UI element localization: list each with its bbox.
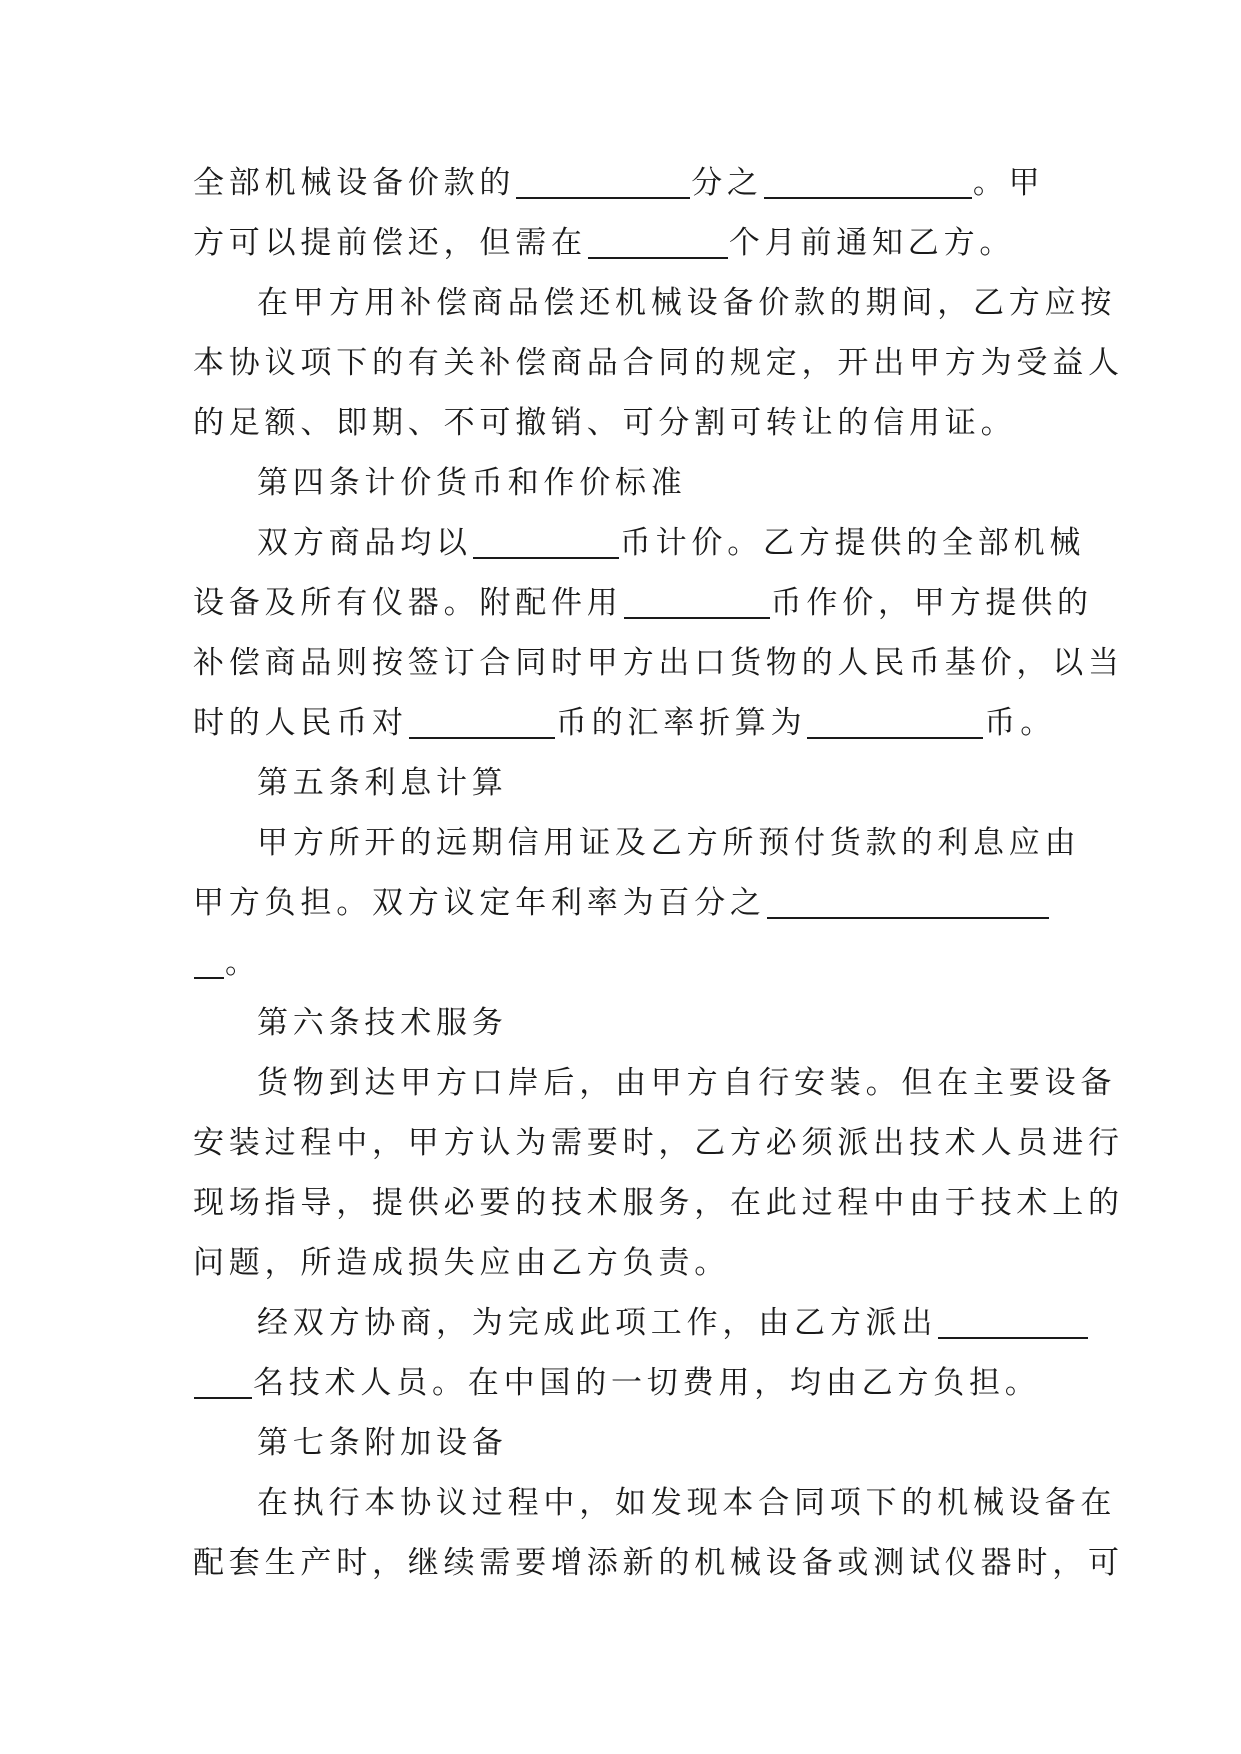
fill-in-blank[interactable] [409, 737, 555, 739]
text-segment: 币计价。乙方提供的全部机械 [619, 525, 1086, 561]
paragraph-first-line: 在甲方用补偿商品偿还机械设备价款的期间，乙方应按 [257, 285, 1117, 321]
text-segment: 名技术人员。在中国的一切费用，均由乙方负担。 [253, 1365, 1041, 1401]
text-segment: 方可以提前偿还，但需在 [193, 225, 587, 261]
text-segment: 双方商品均以 [257, 525, 472, 561]
fill-in-blank[interactable] [938, 1337, 1088, 1339]
text-segment: 币的汇率折算为 [555, 705, 807, 741]
text-line [193, 873, 1063, 933]
fill-in-blank[interactable] [516, 197, 690, 199]
text-segment: 设备及所有仪器。附配件用 [193, 585, 623, 621]
fill-in-blank[interactable] [624, 617, 770, 619]
text-line-1 [193, 153, 1063, 213]
text-segment: 。甲 [972, 165, 1045, 201]
text-line [193, 933, 1063, 993]
fill-in-blank[interactable] [194, 977, 224, 979]
paragraph-first-line: 在执行本协议过程中，如发现本合同项下的机械设备在 [257, 1485, 1117, 1521]
article-heading-7: 第七条附加设备 [257, 1425, 508, 1461]
paragraph-first-line [257, 513, 1127, 573]
paragraph-first-line: 甲方所开的远期信用证及乙方所预付货款的利息应由 [257, 825, 1081, 861]
text-line: 配套生产时，继续需要增添新的机械设备或测试仪器时，可 [193, 1545, 1124, 1581]
text-line-2 [193, 213, 1063, 273]
text-line: 现场指导，提供必要的技术服务，在此过程中由于技术上的 [193, 1185, 1124, 1221]
text-segment: 个月前通知乙方。 [728, 225, 1016, 261]
text-line: 问题，所造成损失应由乙方负责。 [193, 1245, 730, 1281]
fill-in-blank[interactable] [473, 557, 619, 559]
text-line [193, 693, 1063, 753]
fill-in-blank[interactable] [767, 917, 1049, 919]
text-line: 补偿商品则按签订合同时甲方出口货物的人民币基价，以当 [193, 645, 1124, 681]
text-segment: 全部机械设备价款的 [193, 165, 516, 201]
fill-in-blank[interactable] [588, 257, 728, 259]
paragraph-first-line: 货物到达甲方口岸后，由甲方自行安装。但在主要设备 [257, 1065, 1117, 1101]
article-heading-5: 第五条利息计算 [257, 765, 508, 801]
text-segment: 经双方协商，为完成此项工作，由乙方派出 [257, 1305, 938, 1341]
article-heading-6: 第六条技术服务 [257, 1005, 508, 1041]
text-segment: 甲方负担。双方议定年利率为百分之 [193, 885, 766, 921]
paragraph-first-line [257, 1293, 1127, 1353]
fill-in-blank[interactable] [194, 1397, 252, 1399]
text-segment: 。 [225, 945, 261, 981]
text-line: 的足额、即期、不可撤销、可分割可转让的信用证。 [193, 405, 1017, 441]
text-segment: 分之 [691, 165, 763, 201]
fill-in-blank[interactable] [764, 197, 972, 199]
text-line: 本协议项下的有关补偿商品合同的规定，开出甲方为受益人 [193, 345, 1124, 381]
text-line [193, 1353, 1063, 1413]
text-segment: 时的人民币对 [193, 705, 408, 741]
text-segment: 币作价，甲方提供的 [770, 585, 1093, 621]
text-segment: 币。 [984, 705, 1057, 741]
text-line: 安装过程中，甲方认为需要时，乙方必须派出技术人员进行 [193, 1125, 1124, 1161]
text-line [193, 573, 1093, 633]
fill-in-blank[interactable] [807, 737, 983, 739]
article-heading-4: 第四条计价货币和作价标准 [257, 465, 687, 501]
